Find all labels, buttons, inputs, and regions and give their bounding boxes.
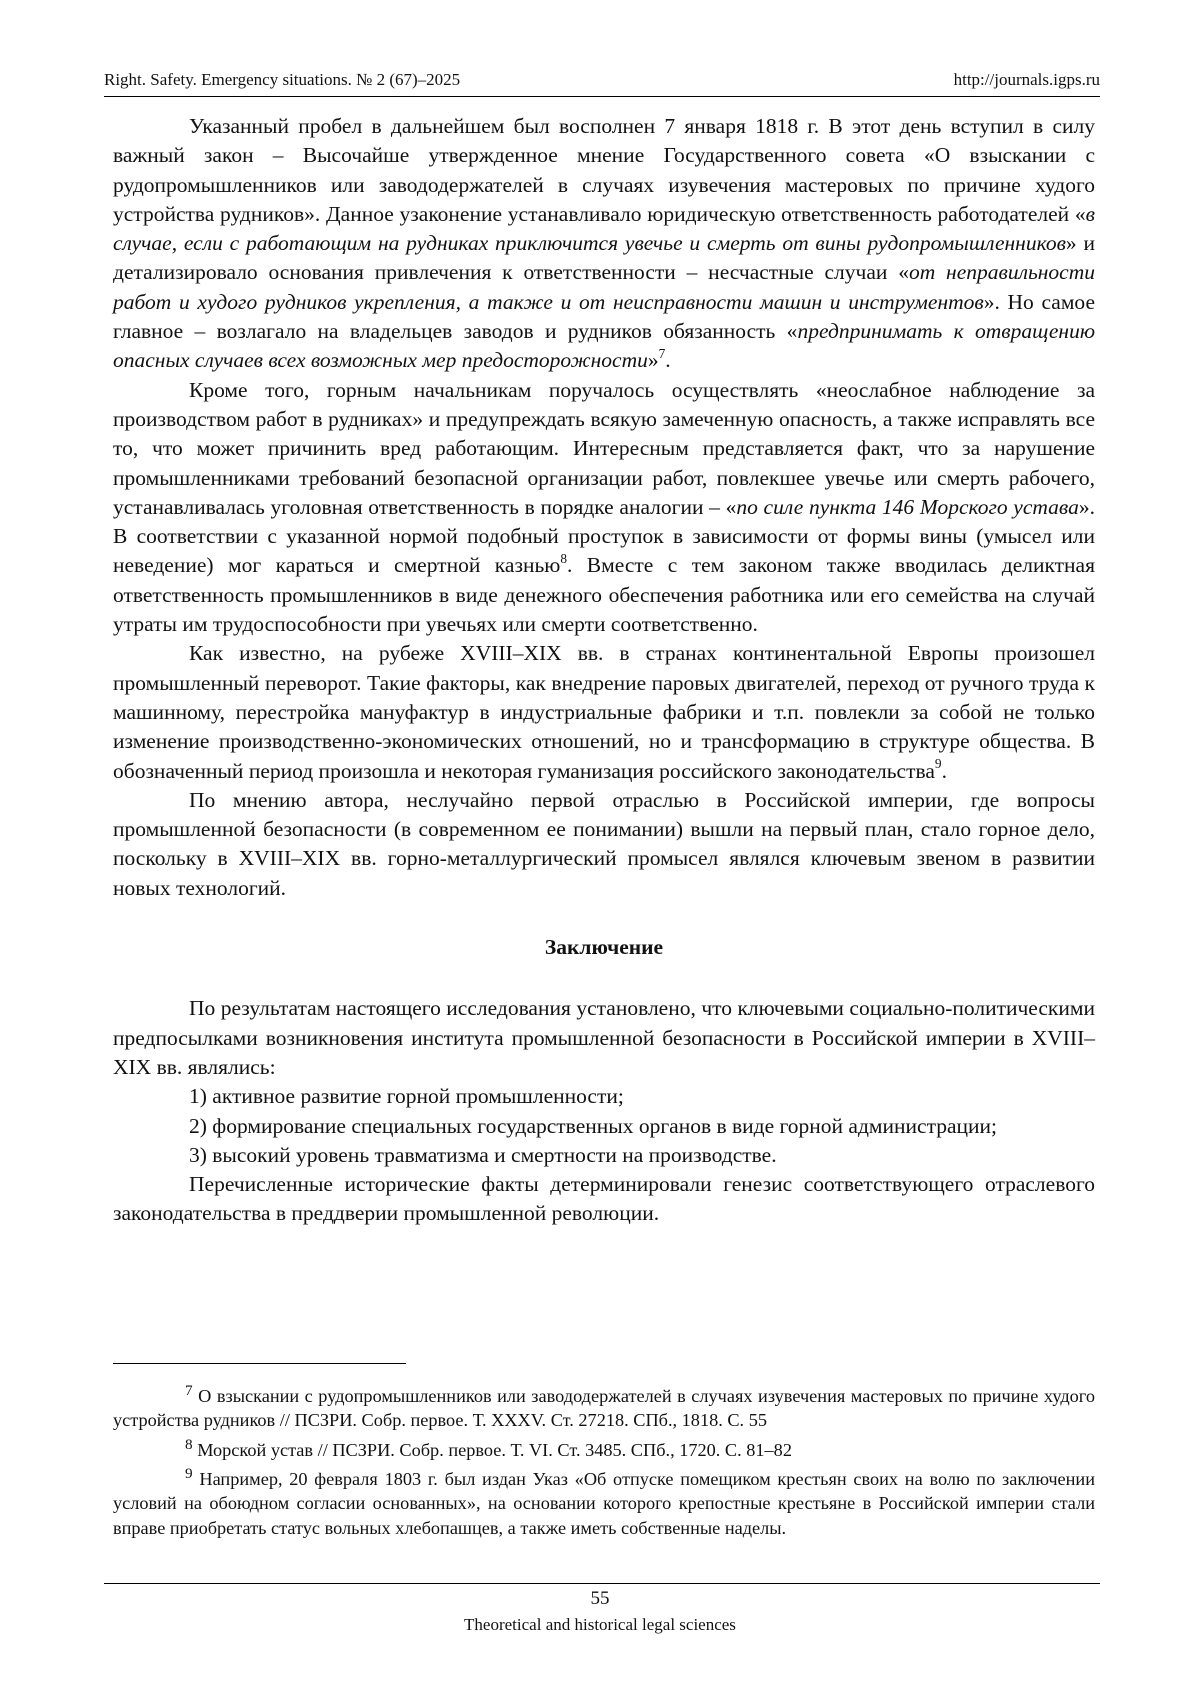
running-header	[104, 70, 1100, 97]
footnote-number: 8	[185, 1435, 193, 1453]
footnote-number: 9	[185, 1465, 193, 1483]
footnotes	[113, 1379, 1095, 1540]
journal-title: Right. Safety. Emergency situations. № 2 (67)–2025	[104, 70, 461, 89]
list-item: 3) высокий уровень травматизма и смертности на производстве.	[189, 1142, 777, 1167]
footer-separator	[104, 1583, 1100, 1584]
quote: по силе пункта 146 Морского устава	[736, 494, 1079, 519]
quote: от неправильности работ и худого рудников укрепления, а также и от неисправности машин и инструментов	[113, 260, 1095, 314]
footnote-ref-9[interactable]: 9	[934, 756, 942, 772]
list-item: 2) формирование специальных государственных органов в виде горной администрации;	[189, 1113, 998, 1138]
list-item: 1) активное развитие горной промышленности;	[189, 1084, 624, 1109]
journal-url[interactable]: http://journals.igps.ru	[953, 70, 1100, 89]
quote: в случае, если с работающим на рудниках приключится увечье и смерть от вины рудопромышленников	[113, 201, 1095, 256]
footnote-ref-8[interactable]: 8	[560, 550, 567, 566]
paragraph-5: По результатам настоящего исследования установлено, что ключевыми социально-политическими предпосылками возникновения института промышленной безопасности в Российской империи в XVIII–XIX вв. являлись:	[113, 996, 1095, 1079]
section-name: Theoretical and historical legal sciences	[464, 1615, 736, 1634]
footnote-separator	[113, 1363, 406, 1364]
paragraph-1: Указанный пробел в дальнейшем был восполнен 7 января 1818 г. В этот день вступил в силу важный закон – Высочайше утвержденное мнение Государственного совета «О взыскании с рудопромышленников или завододержателей в случаях изувечения мастеровых по причине худого устройства рудников». Данное узаконение устанавливало юридическую ответственность работодателей «в случае, если с работающим на рудниках приключится увечье и смерть от вины рудопромышленников» и детализировало основания привлечения к ответственности – несчастные случаи «от неправильности работ и худого рудников укрепления, а также и от неисправности машин и инструментов». Но самое главное – возлагало на владельцев заводов и рудников обязанность «предпринимать к отвращению опасных случаев всех возможных мер предосторожности»$^7$.	[113, 114, 1095, 373]
footnote-ref-7[interactable]: 7	[658, 345, 666, 361]
quote: предпринимать к отвращению опасных случаев всех возможных мер предосторожности	[113, 319, 1095, 373]
footnote-9: $^9$ Например, 20 февраля 1803 г. был издан Указ «Об отпуске помещиком крестьян своих на волю по заключении условий на обоюдном согласии основанных», на основании которого крепостные крестьяне в Российской империи стали вправе приобретать статус вольных хлебопашцев, а также иметь собственные наделы.	[113, 1465, 1095, 1538]
footnote-7: $^7$ О взыскании с рудопромышленников или завододержателей в случаях изувечения мастеровых по причине худого устройства рудников // ПСЗРИ. Собр. первое. Т. XXXV. Ст. 27218. СПб., 1818. С. 55	[113, 1382, 1095, 1431]
paragraph-6: Перечисленные исторические факты детерминировали генезис соответствующего отраслевого законодательства в преддверии промышленной революции.	[113, 1172, 1095, 1226]
footnote-number: 7	[185, 1382, 193, 1399]
article-body	[113, 112, 1095, 1229]
paragraph-4: По мнению автора, неслучайно первой отраслью в Российской империи, где вопросы промышленной безопасности (в современном ее понимании) вышли на первый план, стало горное дело, поскольку в XVIII–XIX вв. горно-металлургический промысел являлся ключевым звеном в развитии новых технологий.	[113, 787, 1095, 900]
page-number: 55	[590, 1588, 610, 1609]
footnote-8: $^8$ Морской устав // ПСЗРИ. Собр. первое. Т. VI. Ст. 3485. СПб., 1720. С. 81–82	[185, 1435, 792, 1460]
paragraph-3: Как известно, на рубеже XVIII–XIX вв. в странах континентальной Европы произошел промышленный переворот. Такие факторы, как внедрение паровых двигателей, переход от ручного труда к машинному, перестройка мануфактур в индустриальные фабрики и т.п. повлекли за собой не только изменение производственно-экономических отношений, но и трансформацию в структуре общества. В обозначенный период произошла и некоторая гуманизация российского законодательства$^9$.	[113, 641, 1095, 783]
section-heading: Заключение	[544, 935, 664, 960]
paragraph-2: Кроме того, горным начальникам поручалось осуществлять «неослабное наблюдение за производством работ в рудниках» и предупреждать всякую замеченную опасность, а также исправлять все то, что может причинить вред работающим. Интересным представляется факт, что за нарушение промышленниками требований безопасной организации работ, повлекшее увечье или смерть рабочего, устанавливалась уголовная ответственность в порядке аналогии – «по силе пункта 146 Морского устава». В соответствии с указанной нормой подобный проступок в зависимости от формы вины (умысел или неведение) мог караться и смертной казнью$^8$. Вместе с тем законом также вводилась деликтная ответственность промышленников в виде денежного обеспечения работника или его семейства на случай утраты им трудоспособности при увечьях или смерти соответственно.	[113, 377, 1095, 637]
